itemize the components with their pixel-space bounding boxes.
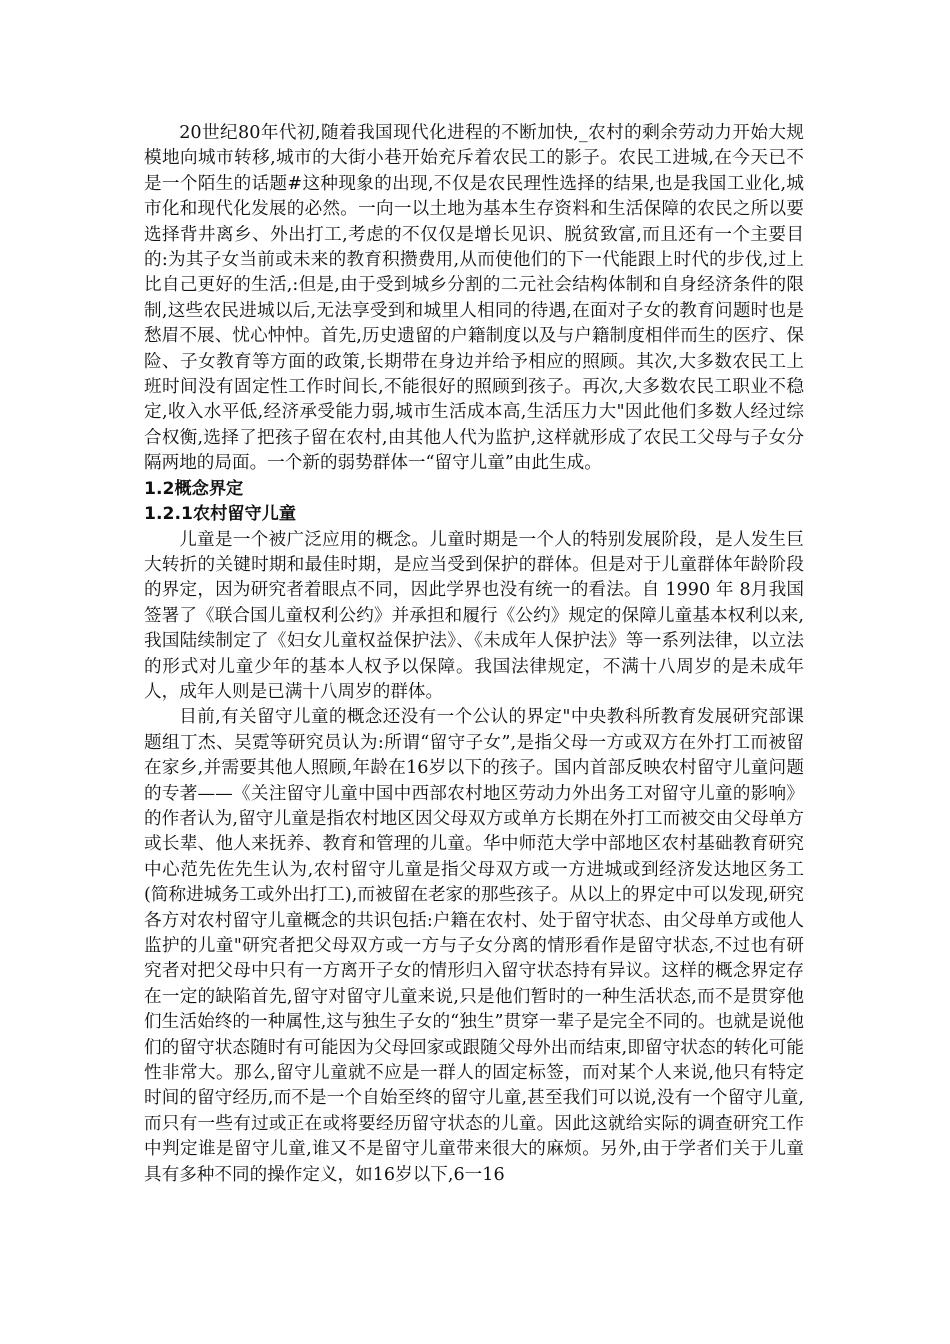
paragraph-background: 20世纪80年代初,随着我国现代化进程的不断加快,_农村的剩余劳动力开始大规模地向城市转移,城市的大街小巷开始充斥着农民工的影子。农民工进城,在今天已不是一个陌生的话题#这种现象的出现,不仅是农民理性选择的结果,也是我国工业化,城市化和现代化发展的必然。一向一以土地为基本生存资料和生活保障的农民之所以要选择背井离乡、外出打工,考虑的不仅仅是增长见识、脱贫致富,而且还有一个主要目的:为其子女当前或未来的教育积攒费用,从而使他们的下一代能跟上时代的步伐,过上比自己更好的生活,:但是,由于受到城乡分割的二元社会结构体制和自身经济条件的限制,这些农民进城以后,无法享受到和城里人相同的待遇,在面对子女的教育问题时也是愁眉不展、忧心忡忡。首先,历史遗留的户籍制度以及与户籍制度相伴而生的医疗、保险、子女教育等方面的政策,长期带在身边并给予相应的照顾。其次,大多数农民工上班时间没有固定性工作时间长,不能很好的照顾到孩子。再次,大多数农民工职业不稳定,收入水平低,经济承受能力弱,城市生活成本高,生活压力大"因此他们多数人经过综合权衡,选择了把孩子留在农村,由其他人代为监护,这样就形成了农民工父母与子女分隔两地的局面。一个新的弱势群体一“留守儿童”由此生成。: [144, 123, 804, 474]
document-page: [144, 121, 804, 1188]
section-heading-concept-definition: 1.2概念界定: [144, 478, 244, 499]
paragraph-left-behind-definition: 目前,有关留守儿童的概念还没有一个公认的界定"中央教科所教育发展研究部课题组丁杰、吴霓等研究员认为:所谓“留守子女”,是指父母一方或双方在外打工而被留在家乡,并需要其他人照顾,年龄在16岁以下的孩子。国内首部反映农村留守儿童问题的专著——《关注留守儿童中国中西部农村地区劳动力外出务工对留守儿童的影响》的作者认为,留守儿童是指农村地区因父母双方或单方长期在外打工而被交由父母单方或长辈、他人来抚养、教育和管理的儿童。华中师范大学中部地区农村基础教育研究中心范先佐先生认为,农村留守儿童是指父母双方或一方进城或到经济发达地区务工(简称进城务工或外出打工),而被留在老家的那些孩子。从以上的界定中可以发现,研究各方对农村留守儿童概念的共识包括:户籍在农村、处于留守状态、由父母单方或他人监护的儿童"研究者把父母双方或一方与子女分离的情形看作是留守状态,不过也有研究者对把父母中只有一方离开子女的情形归入留守状态持有异议。这样的概念界定存在一定的缺陷首先,留守对留守儿童来说,只是他们暂时的一种生活状态,而不是贯穿他们生活始终的一种属性,这与独生子女的“独生”贯穿一辈子是完全不同的。也就是说他们的留守状态随时有可能因为父母回家或跟随父母外出而结束,即留守状态的转化可能性非常大。那么,留守儿童就不应是一群人的固定标签，而对某个人来说,他只有特定时间的留守经历,而不是一个自始至终的留守儿童,甚至我们可以说,没有一个留守儿童,而只有一些有过或正在或将要经历留守状态的儿童。因此这就给实际的调查研究工作中判定谁是留守儿童,谁又不是留守儿童带来很大的麻烦。另外,由于学者们关于儿童具有多种不同的操作定义，如16岁以下,6一16: [144, 707, 804, 1185]
subsection-heading-rural-left-behind-children: 1.2.1农村留守儿童: [144, 504, 297, 525]
paragraph-child-concept: 儿童是一个被广泛应用的概念。儿童时期是一个人的特别发展阶段，是人发生巨大转折的关键时期和最佳时期，是应当受到保护的群体。但是对于儿童群体年龄阶段的界定，因为研究者着眼点不同，因此学界也没有统一的看法。自 1990 年 8月我国签署了《联合国儿童权利公约》并承担和履行《公约》规定的保障儿童基本权利以来,我国陆续制定了《妇女儿童权益保护法》、《未成年人保护法》等一系列法律，以立法的形式对儿童少年的基本人权予以保障。我国法律规定，不满十八周岁的是未成年人，成年人则是已满十八周岁的群体。: [144, 529, 804, 702]
